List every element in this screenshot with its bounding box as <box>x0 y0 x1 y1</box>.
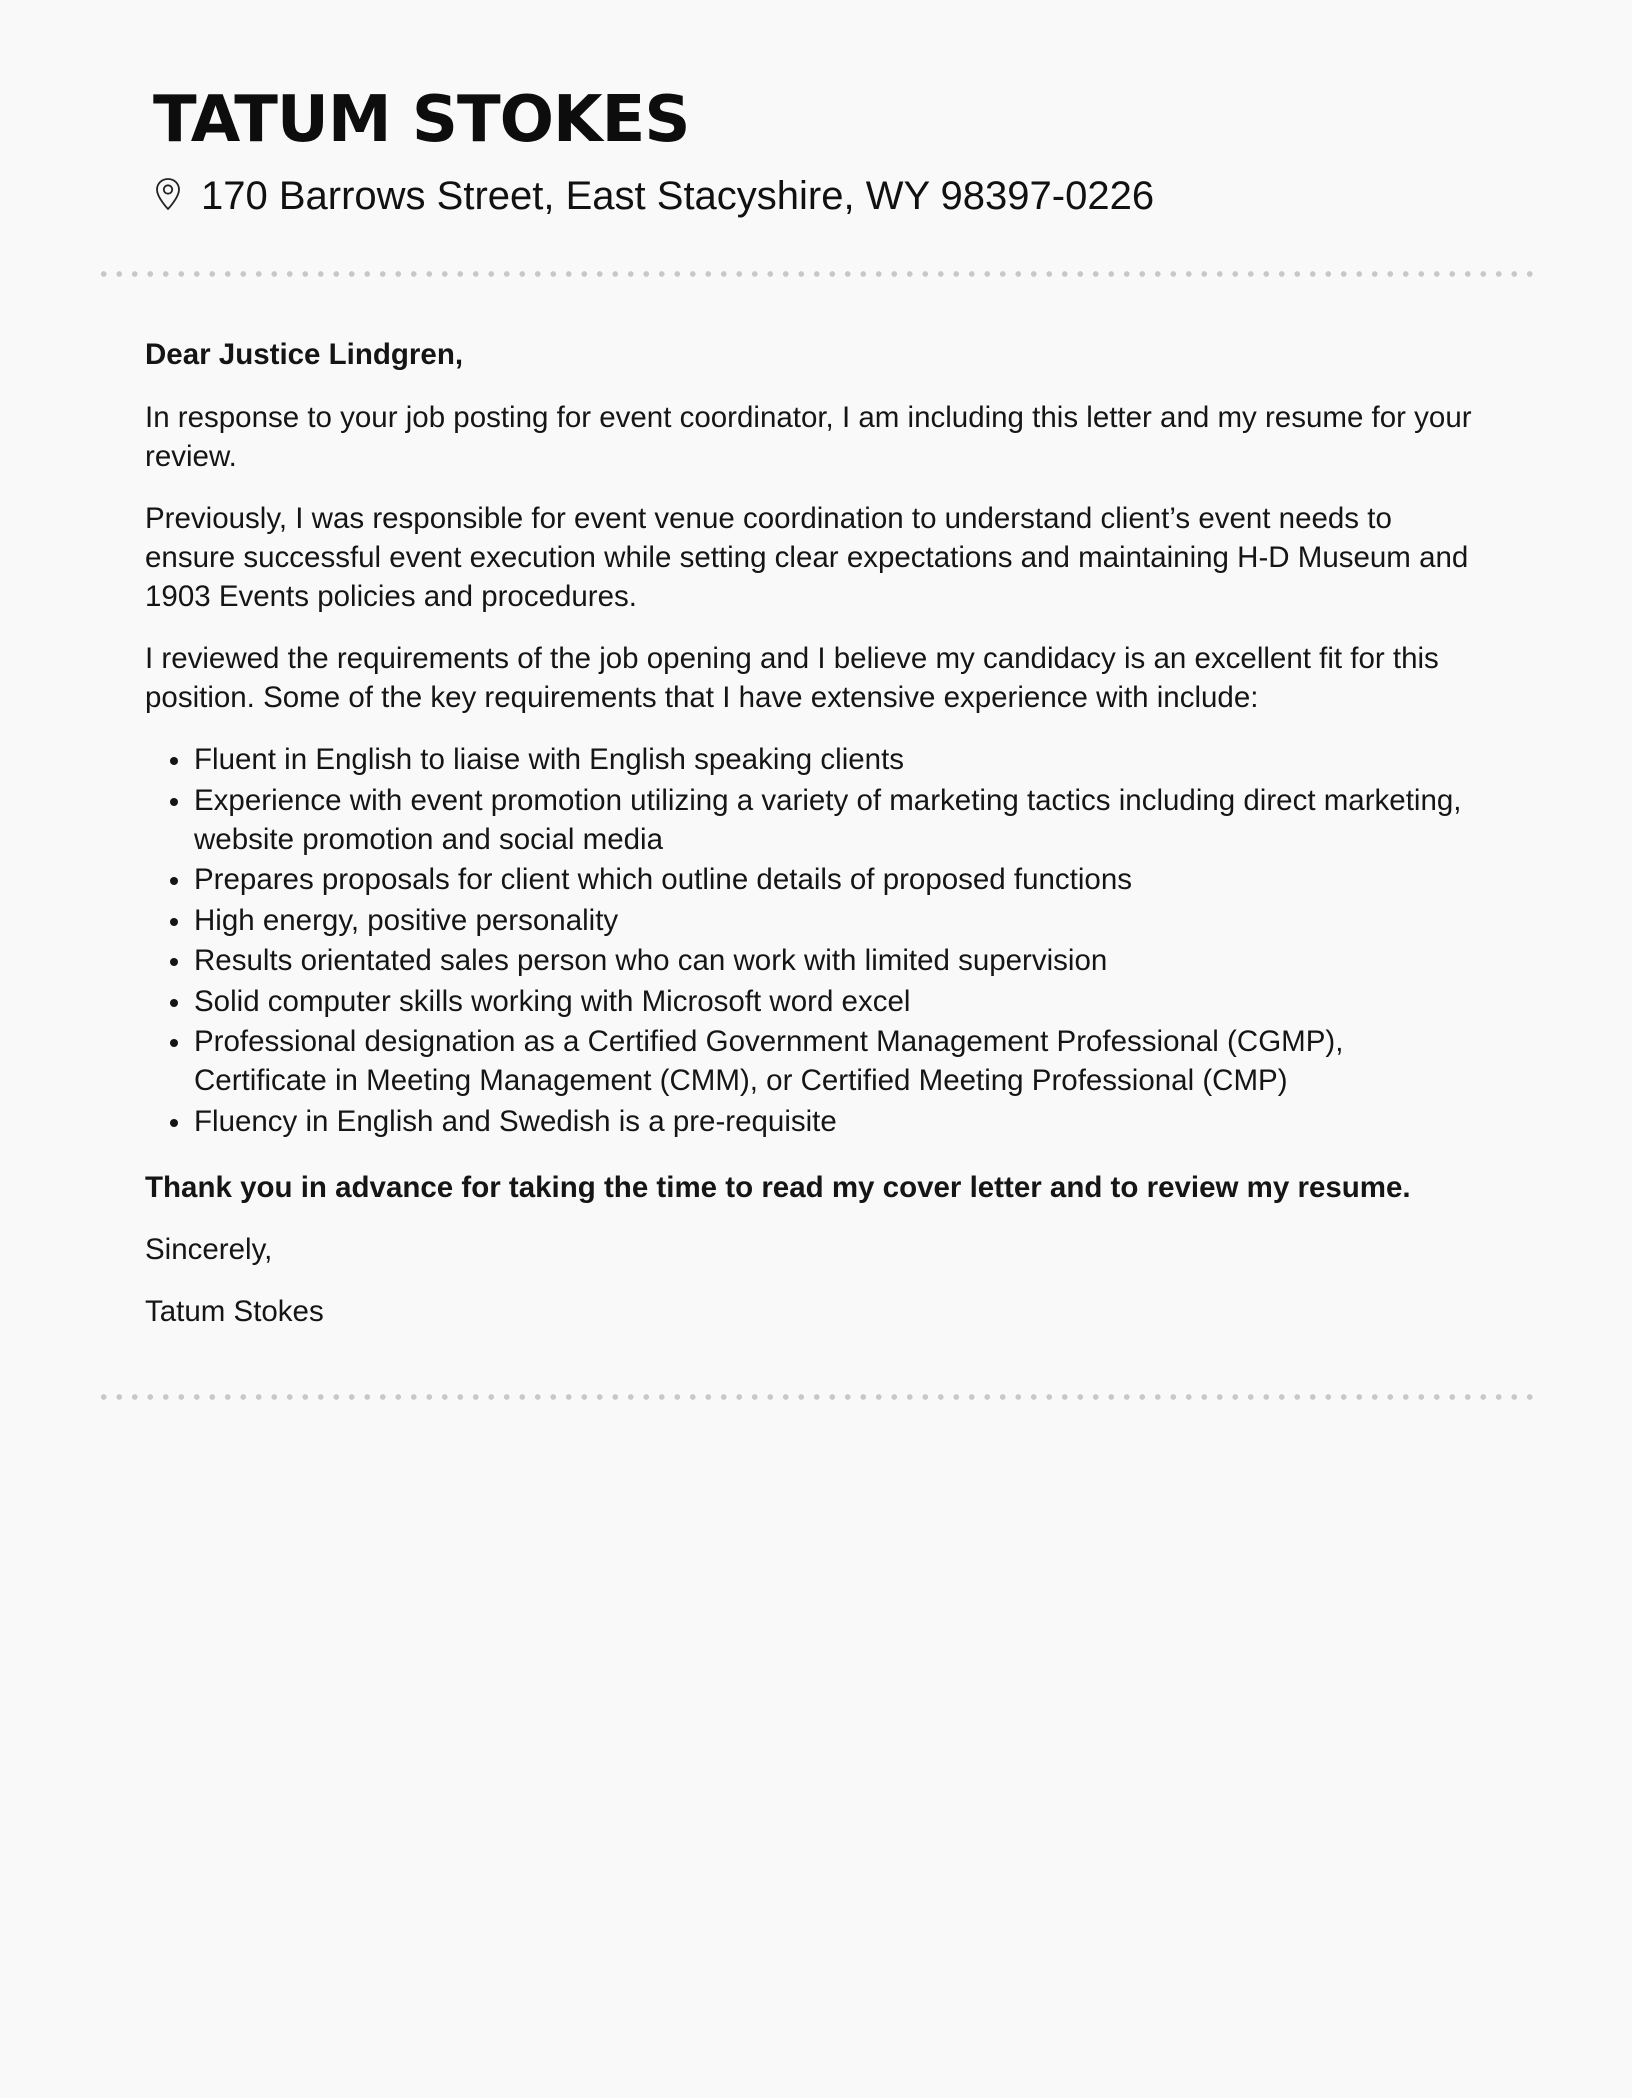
salutation: Dear Justice Lindgren, <box>145 338 464 371</box>
list-item: Solid computer skills working with Microsoft word excel <box>145 982 1475 1021</box>
applicant-address: 170 Barrows Street, East Stacyshire, WY 98397-0226 <box>201 174 1155 218</box>
address-row <box>153 170 1533 222</box>
list-item: Experience with event promotion utilizing a variety of marketing tactics including direct marketing, website promotion and social media <box>145 781 1475 859</box>
list-item: Prepares proposals for client which outline details of proposed functions <box>145 860 1475 899</box>
list-item: Fluent in English to liaise with English speaking clients <box>145 740 1475 779</box>
list-item: High energy, positive personality <box>145 901 1475 940</box>
paragraph-intro: In response to your job posting for event coordinator, I am including this letter and my resume for your review. <box>145 401 1472 473</box>
list-item: Fluency in English and Swedish is a pre-requisite <box>145 1102 1475 1141</box>
list-item: Professional designation as a Certified Government Management Professional (CGMP), Certificate in Meeting Management (CMM), or Certified Meeting Professional (CMP) <box>145 1022 1475 1100</box>
signature-name: Tatum Stokes <box>145 1294 324 1328</box>
map-pin-icon <box>153 176 183 216</box>
closing-statement: Thank you in advance for taking the time to read my cover letter and to review my resume. <box>145 1170 1411 1204</box>
paragraph-experience: Previously, I was responsible for event venue coordination to understand client’s event needs to ensure successful event execution while setting clear expectations and maintaining H-D Museum and 1903 Events policies and procedures. <box>145 502 1469 613</box>
top-dotted-divider <box>96 270 1534 278</box>
valediction: Sincerely, <box>145 1232 273 1266</box>
requirements-list <box>145 740 1475 1141</box>
letter-header <box>153 78 1533 222</box>
applicant-name: TATUM STOKES <box>153 83 690 157</box>
list-item: Results orientated sales person who can work with limited supervision <box>145 941 1475 980</box>
paragraph-requirements: I reviewed the requirements of the job opening and I believe my candidacy is an excellent fit for this position. Some of the key requirements that I have extensive experience with include: <box>145 642 1439 714</box>
bottom-dotted-divider <box>96 1393 1534 1401</box>
letter-body <box>145 335 1475 1354</box>
